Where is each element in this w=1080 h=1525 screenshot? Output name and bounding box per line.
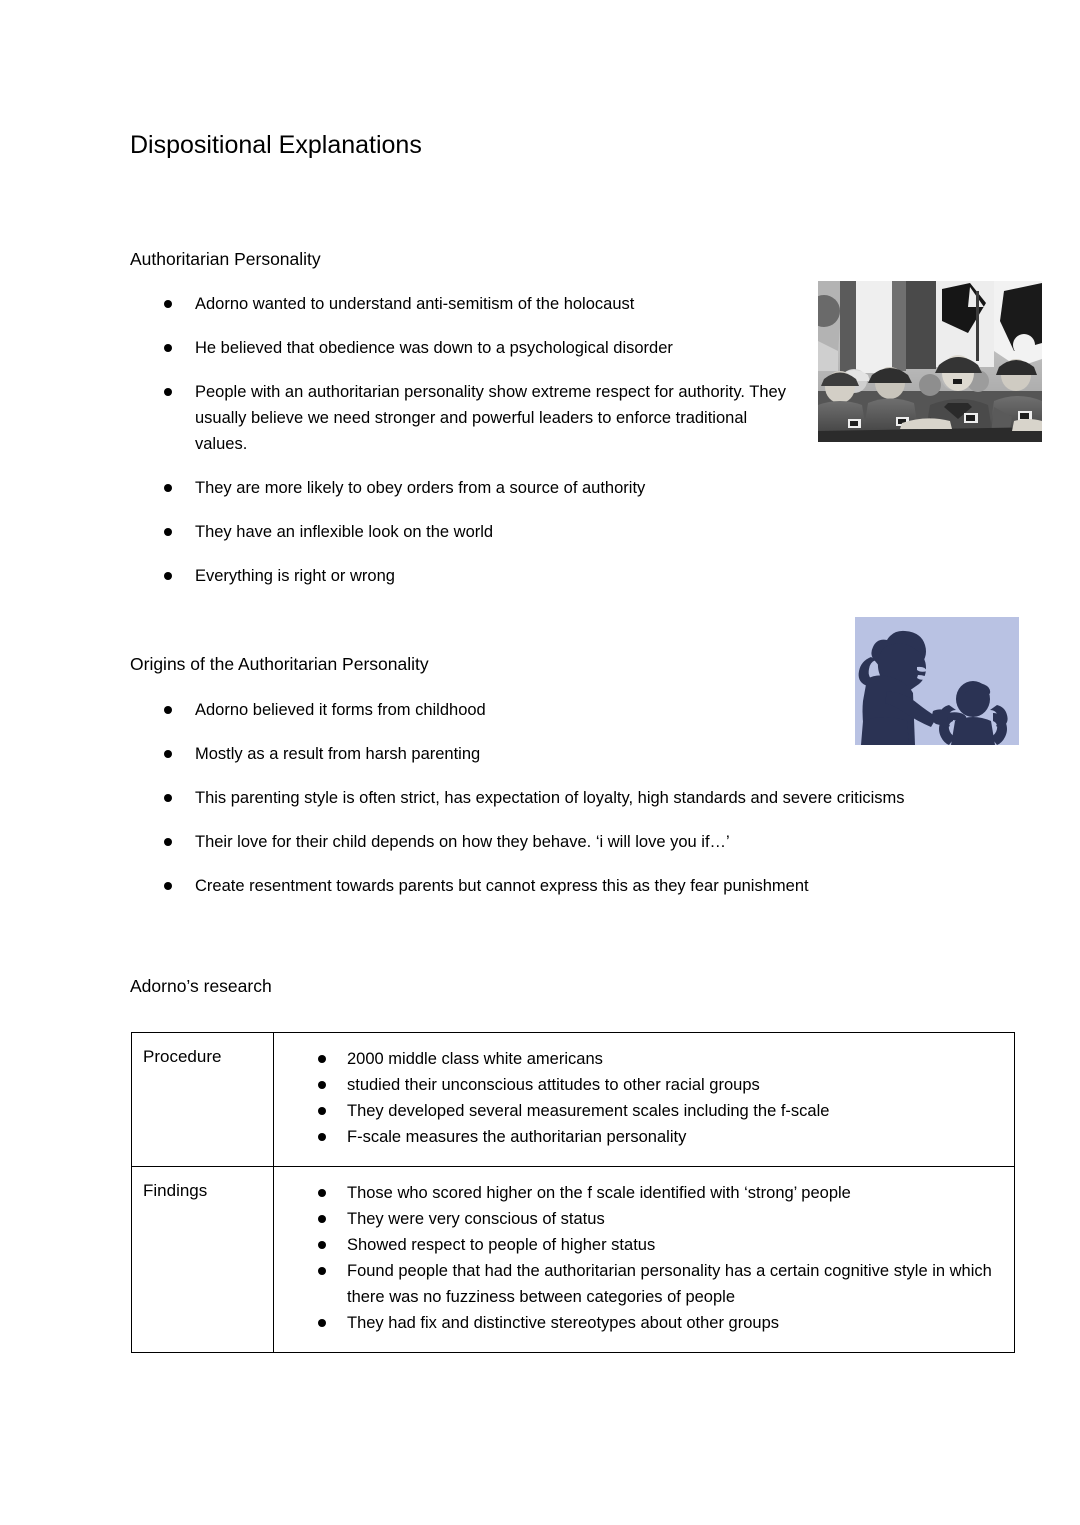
section-heading-authoritarian-personality: Authoritarian Personality bbox=[130, 249, 321, 269]
parent-scolding-child-graphic bbox=[855, 617, 1019, 745]
list-item: They were very conscious of status bbox=[318, 1206, 1002, 1232]
list-item: People with an authoritarian personality show extreme respect for authority. They usually believe we need stronger and powerful leaders to enforce traditional values. bbox=[162, 379, 795, 457]
list-item: Create resentment towards parents but cannot express this as they fear punishment bbox=[162, 873, 985, 899]
bullet-list-procedure bbox=[274, 1046, 1002, 1150]
list-item: Adorno believed it forms from childhood bbox=[162, 697, 985, 723]
list-item: This parenting style is often strict, has expectation of loyalty, high standards and severe criticisms bbox=[162, 785, 985, 811]
list-item: They had fix and distinctive stereotypes about other groups bbox=[318, 1310, 1002, 1336]
list-item: They have an inflexible look on the world bbox=[162, 519, 795, 545]
table-row-label-findings: Findings bbox=[132, 1167, 274, 1353]
table-cell-procedure-content bbox=[274, 1033, 1015, 1167]
page-title: Dispositional Explanations bbox=[130, 131, 422, 159]
list-item: They developed several measurement scales including the f-scale bbox=[318, 1098, 1002, 1124]
nazi-rally-photo-graphic bbox=[818, 281, 1042, 442]
list-item: He believed that obedience was down to a psychological disorder bbox=[162, 335, 795, 361]
table-row bbox=[132, 1033, 1015, 1167]
parent-scolding-child-illustration bbox=[855, 617, 1019, 745]
list-item: 2000 middle class white americans bbox=[318, 1046, 1002, 1072]
list-item: Everything is right or wrong bbox=[162, 563, 795, 589]
list-item: F-scale measures the authoritarian personality bbox=[318, 1124, 1002, 1150]
table-row bbox=[132, 1167, 1015, 1353]
table-cell-findings-content bbox=[274, 1167, 1015, 1353]
section-heading-adorno-research: Adorno’s research bbox=[130, 976, 272, 996]
list-item: Adorno wanted to understand anti-semitism of the holocaust bbox=[162, 291, 795, 317]
section-heading-origins-of-authoritarian-personality: Origins of the Authoritarian Personality bbox=[130, 654, 429, 674]
table-row-label-procedure: Procedure bbox=[132, 1033, 274, 1167]
list-item: They are more likely to obey orders from a source of authority bbox=[162, 475, 795, 501]
list-item: Found people that had the authoritarian personality has a certain cognitive style in which there was no fuzziness between categories of people bbox=[318, 1258, 1002, 1310]
nazi-rally-photo bbox=[818, 281, 1042, 442]
list-item: Their love for their child depends on how they behave. ‘i will love you if…’ bbox=[162, 829, 985, 855]
list-item: Those who scored higher on the f scale identified with ‘strong’ people bbox=[318, 1180, 1002, 1206]
adorno-research-table bbox=[131, 1032, 1015, 1353]
list-item: Showed respect to people of higher status bbox=[318, 1232, 1002, 1258]
list-item: studied their unconscious attitudes to other racial groups bbox=[318, 1072, 1002, 1098]
list-item: Mostly as a result from harsh parenting bbox=[162, 741, 985, 767]
bullet-list-findings bbox=[274, 1180, 1002, 1336]
